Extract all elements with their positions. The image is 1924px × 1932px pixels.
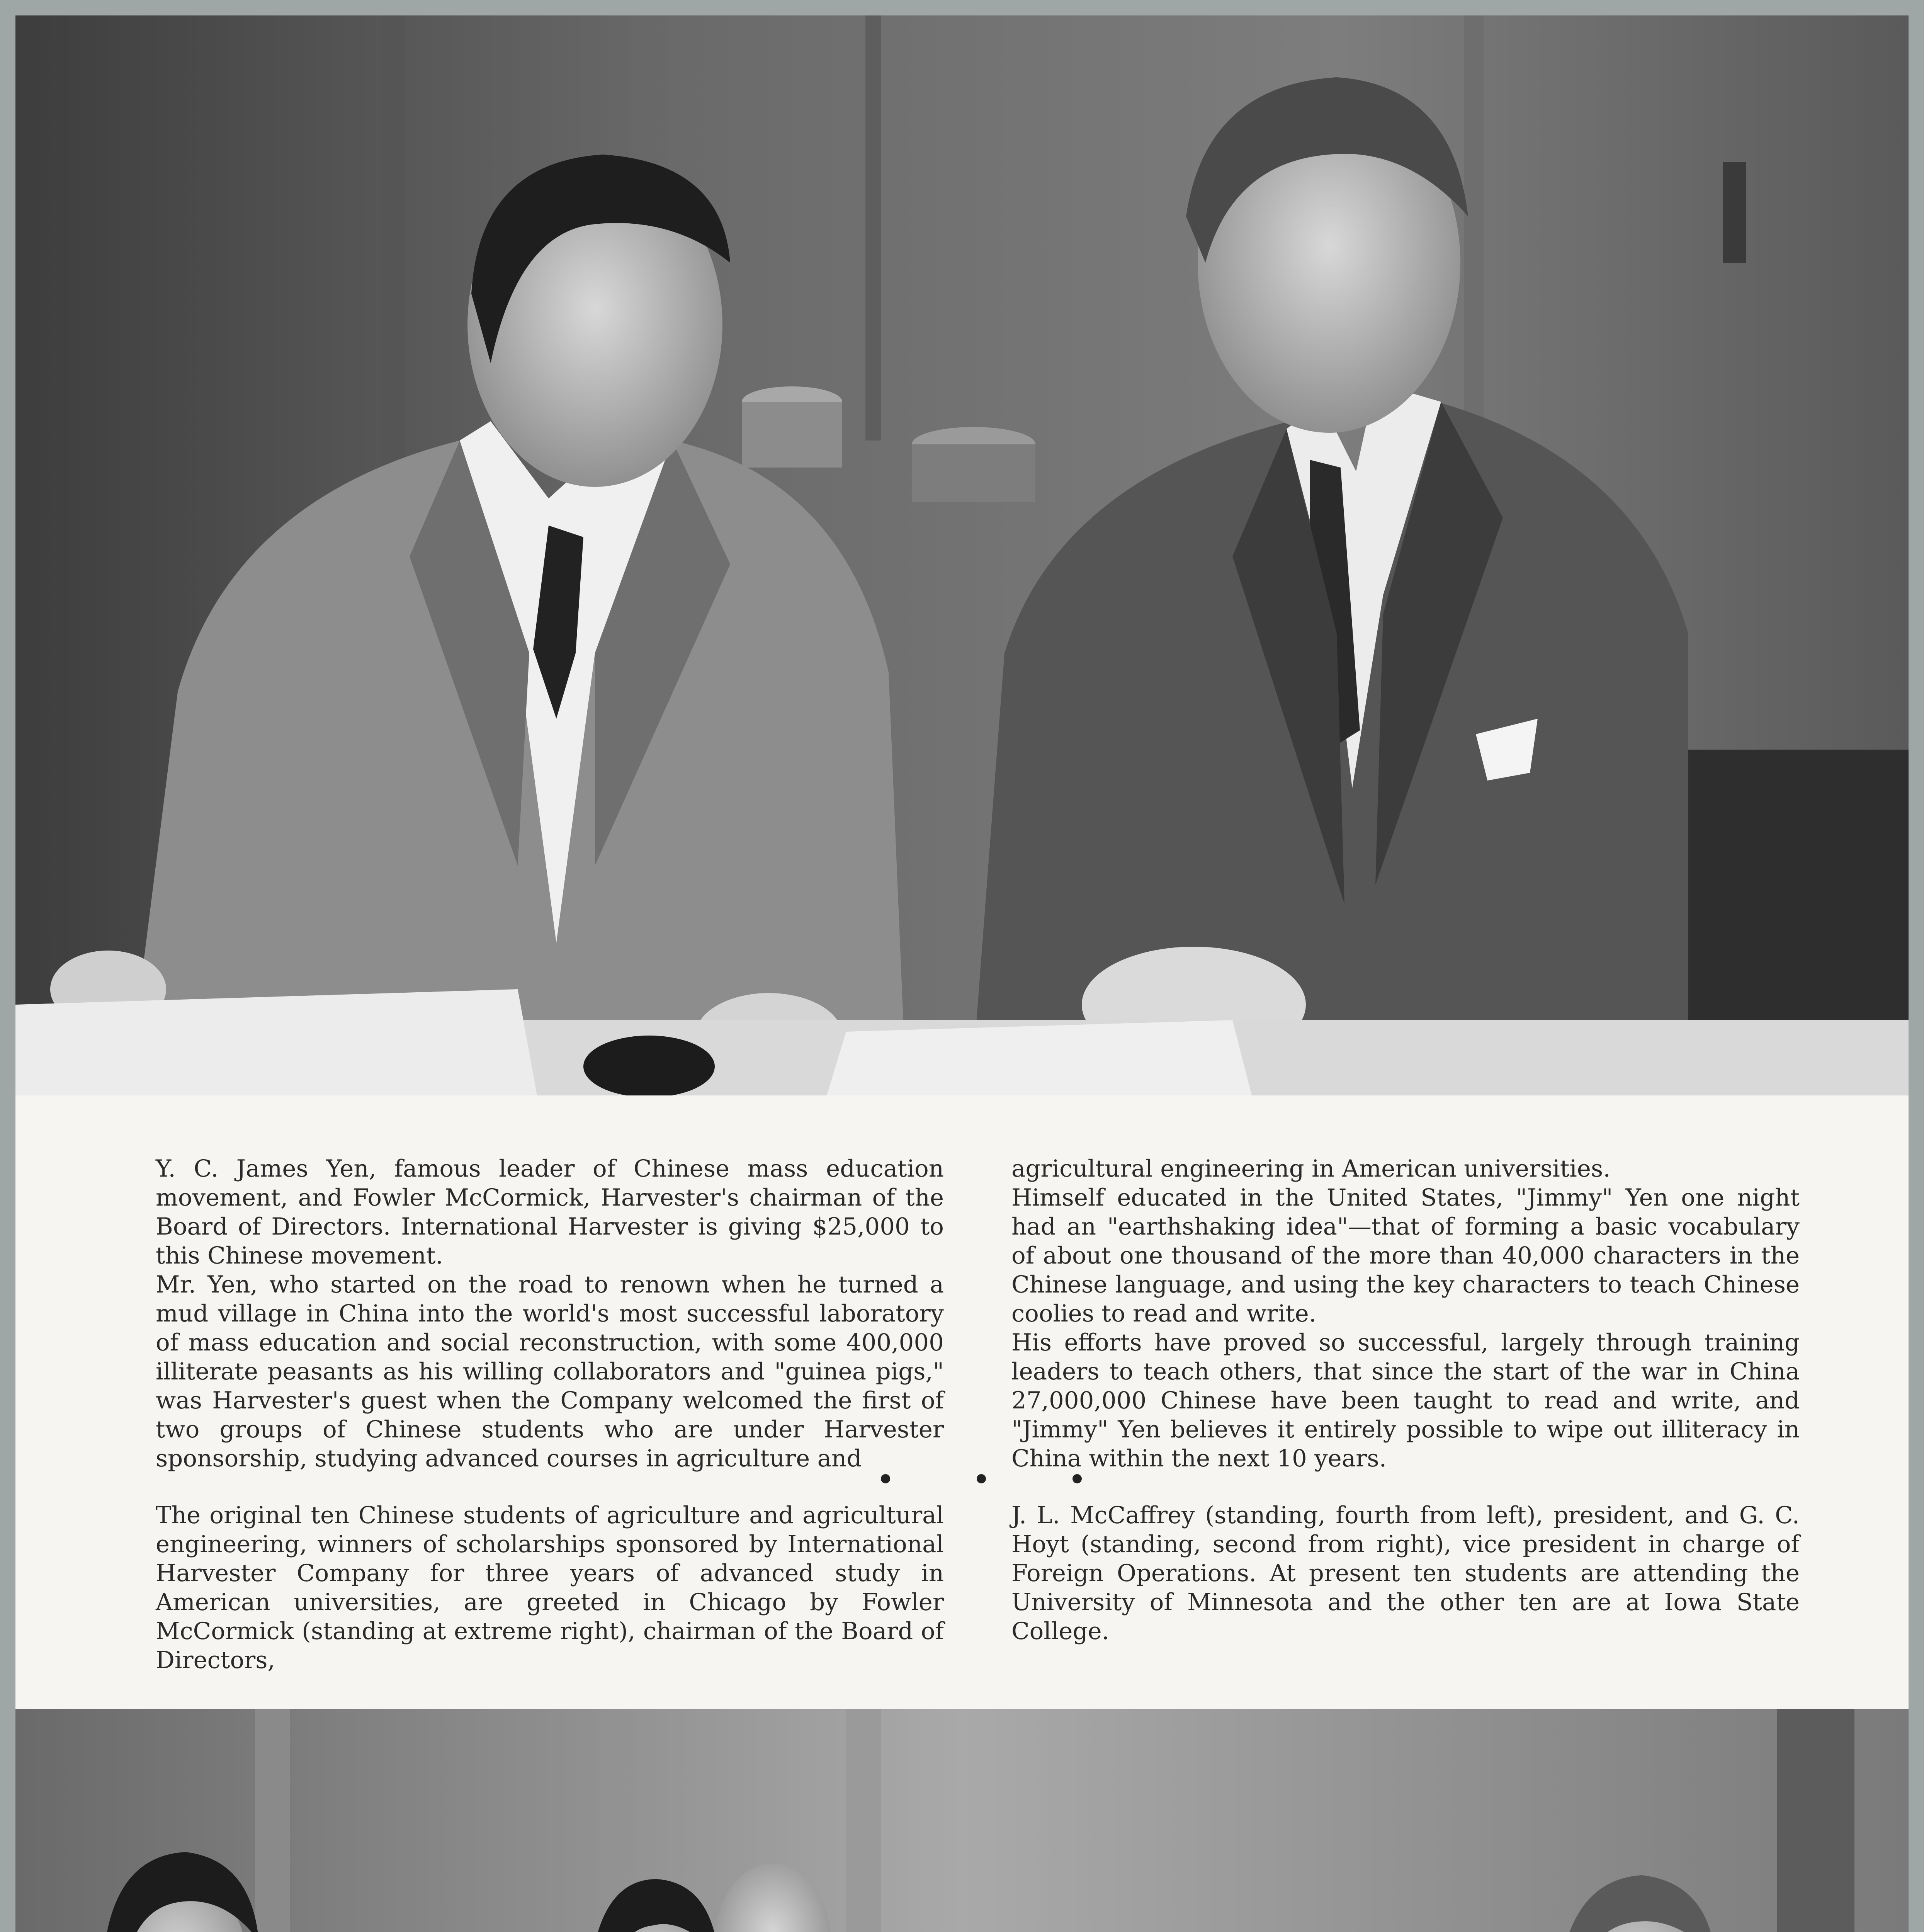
caption-area (15, 1095, 1909, 1709)
photo-yen-and-mccormick (15, 15, 1909, 1095)
caption-1-paragraph: Y. C. James Yen, famous leader of Chinese mass education movement, and Fowler McCormick, Harvester's chairman of the Board of Directors. International Harvester is giving $25,000 to this Chinese movement. (156, 1155, 944, 1269)
caption-1-paragraph: Himself educated in the United States, "Jimmy" Yen one night had an "earthshaking idea"—that of forming a basic vocabulary of about one thousand of the more than 40,000 characters in the Chinese language, and using the key characters to teach Chinese coolies to read and write. (1011, 1184, 1800, 1327)
brochure-page (15, 15, 1909, 1932)
caption-1-right-column (1011, 1154, 1800, 1473)
bullet-dot-icon (977, 1474, 986, 1483)
photo-chinese-students-group (15, 1709, 1909, 1932)
caption-2-left-column (156, 1501, 944, 1675)
photo-group-of-students-icon (15, 1709, 1909, 1932)
caption-1-paragraph: His efforts have proved so successful, largely through training leaders to teach others, that since the start of the war in China 27,000,000 Chinese have been taught to read and write, and "Jimmy" Yen believes it entirely possible to wipe out illiteracy in China within the next 10 years. (1011, 1329, 1800, 1472)
caption-1-paragraph: Mr. Yen, who started on the road to renown when he turned a mud village in China into the world's most successful laboratory of mass education and social reconstruction, with some 400,000 illiterate peasants as his willing collaborators and "guinea pigs," was Harvester's guest when the Company welcomed the first of two groups of Chinese students who are under Harvester sponsorship, studying advanced courses in agriculture and (156, 1271, 944, 1472)
caption-2-right-column (1011, 1501, 1800, 1646)
bullet-dot-icon (1072, 1474, 1082, 1483)
photo-two-men-at-desk-icon (15, 15, 1909, 1095)
caption-2-paragraph: The original ten Chinese students of agriculture and agricultural engineering, winners of scholarships sponsored by International Harvester Company for three years of advanced study in American universities, are greeted in Chicago by Fowler McCormick (standing at extreme right), chairman of the Board of Directors, (156, 1502, 944, 1674)
caption-1-left-column (156, 1154, 944, 1473)
caption-2-paragraph: J. L. McCaffrey (standing, fourth from left), president, and G. C. Hoyt (standing, second from right), vice president in charge of Foreign Operations. At present ten students are attending the University of Minnesota and the other ten are at Iowa State College. (1011, 1502, 1800, 1645)
section-separator-dots (873, 1467, 1089, 1490)
bullet-dot-icon (881, 1474, 890, 1483)
caption-1-paragraph: agricultural engineering in American universities. (1011, 1155, 1611, 1182)
